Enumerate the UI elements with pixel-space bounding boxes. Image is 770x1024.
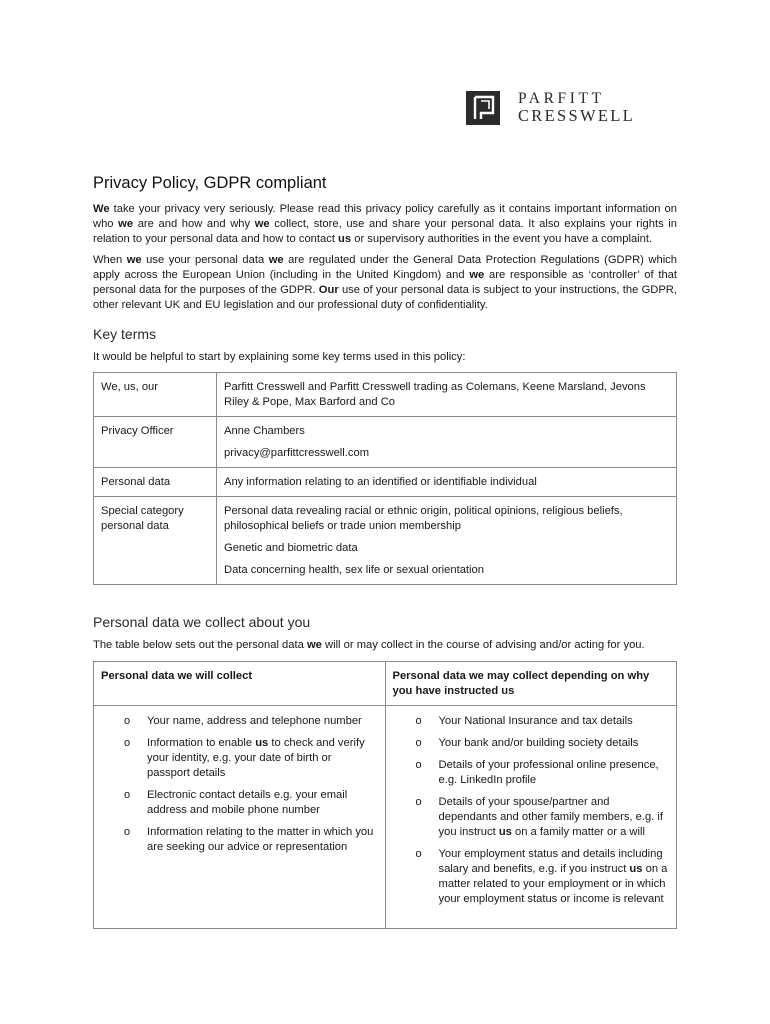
list-item: o Electronic contact details e.g. your email address and mobile phone number [124,789,348,816]
key-term-row [94,417,677,468]
key-term-definition [217,417,677,468]
page-title: Privacy Policy, GDPR compliant [93,174,327,192]
key-term-row [94,497,677,585]
list-item: o Information to enable us to check and verify your identity, e.g. your date of birth or passport details [124,737,365,779]
key-term-definition-line: Genetic and biometric data [224,542,358,554]
key-term-definition-line: Anne Chambers [224,425,305,437]
circle-bullet-icon: o [124,826,131,838]
circle-bullet-icon: o [415,737,422,749]
circle-bullet-icon: o [124,737,131,749]
list-item: o Details of your professional online presence, e.g. LinkedIn profile [415,759,659,786]
circle-bullet-icon: o [415,796,422,808]
logo-mark-icon [466,91,500,125]
key-term-definition [217,497,677,585]
intro-paragraph-1: We take your privacy very seriously. Please read this privacy policy carefully as it contains important information on who we are and how and why we collect, store, use and share your personal data. It also explains your rights in relation to your personal data and how to contact us or supervisory authorities in the event you have a complaint. [93,203,677,245]
may-collect-list [393,714,670,907]
circle-bullet-icon: o [124,715,131,727]
key-term-row [94,373,677,417]
key-terms-lead: It would be helpful to start by explaining some key terms used in this policy: [93,351,466,363]
list-item: o Details of your spouse/partner and dependants and other family members, e.g. if you instruct us on a family matter or a will [415,796,663,838]
personal-data-table [93,661,677,929]
key-term-name: Privacy Officer [94,417,217,468]
circle-bullet-icon: o [124,789,131,801]
list-item: o Your bank and/or building society details [415,737,639,749]
logo-text-line1: PARFITT [518,90,605,107]
circle-bullet-icon: o [415,848,422,860]
key-term-definition-line: Parfitt Cresswell and Parfitt Cresswell trading as Colemans, Keene Marsland, Jevons Riley & Pope, Max Barford and Co [224,381,646,408]
key-term-name: We, us, our [94,373,217,417]
key-term-name: Personal data [94,468,217,497]
key-term-definition-line: privacy@parfittcresswell.com [224,447,370,459]
list-item: o Your name, address and telephone number [124,715,362,727]
logo-text-line2: CRESSWELL [518,106,635,125]
key-term-definition-line: Personal data revealing racial or ethnic origin, political opinions, religious beliefs, philosophical beliefs or trade union membership [224,505,623,532]
list-item: o Your employment status and details including salary and benefits, e.g. if you instruct us on a matter related to your employment or in which your employment status or income is relevant [415,848,668,905]
intro-paragraph-2: When we use your personal data we are regulated under the General Data Protection Regulations (GDPR) which apply across the European Union (including in the United Kingdom) and we are responsible as ‘controller’ of that personal data for the purposes of the GDPR. Our use of your personal data is subject to your instructions, the GDPR, other relevant UK and EU legislation and our professional duty of confidentiality. [93,254,678,311]
list-item: o Your National Insurance and tax details [415,715,633,727]
will-collect-list [101,714,378,855]
key-terms-heading: Key terms [93,326,157,342]
will-collect-cell [94,706,386,929]
key-term-definition-line: Any information relating to an identified or identifiable individual [224,476,537,488]
collect-heading: Personal data we collect about you [93,614,311,630]
key-term-row [94,468,677,497]
circle-bullet-icon: o [415,715,422,727]
key-term-definition-line: Data concerning health, sex life or sexual orientation [224,564,484,576]
list-item: o Information relating to the matter in which you are seeking our advice or representation [124,826,374,853]
col-header-will-collect: Personal data we will collect [94,662,386,706]
col-header-may-collect: Personal data we may collect depending on why you have instructed us [385,662,677,706]
may-collect-cell [385,706,677,929]
collect-lead: The table below sets out the personal data we will or may collect in the course of advising and/or acting for you. [93,639,645,651]
key-term-definition [217,373,677,417]
key-term-definition [217,468,677,497]
key-term-name: Special category personal data [94,497,217,585]
key-terms-table [93,372,677,585]
circle-bullet-icon: o [415,759,422,771]
